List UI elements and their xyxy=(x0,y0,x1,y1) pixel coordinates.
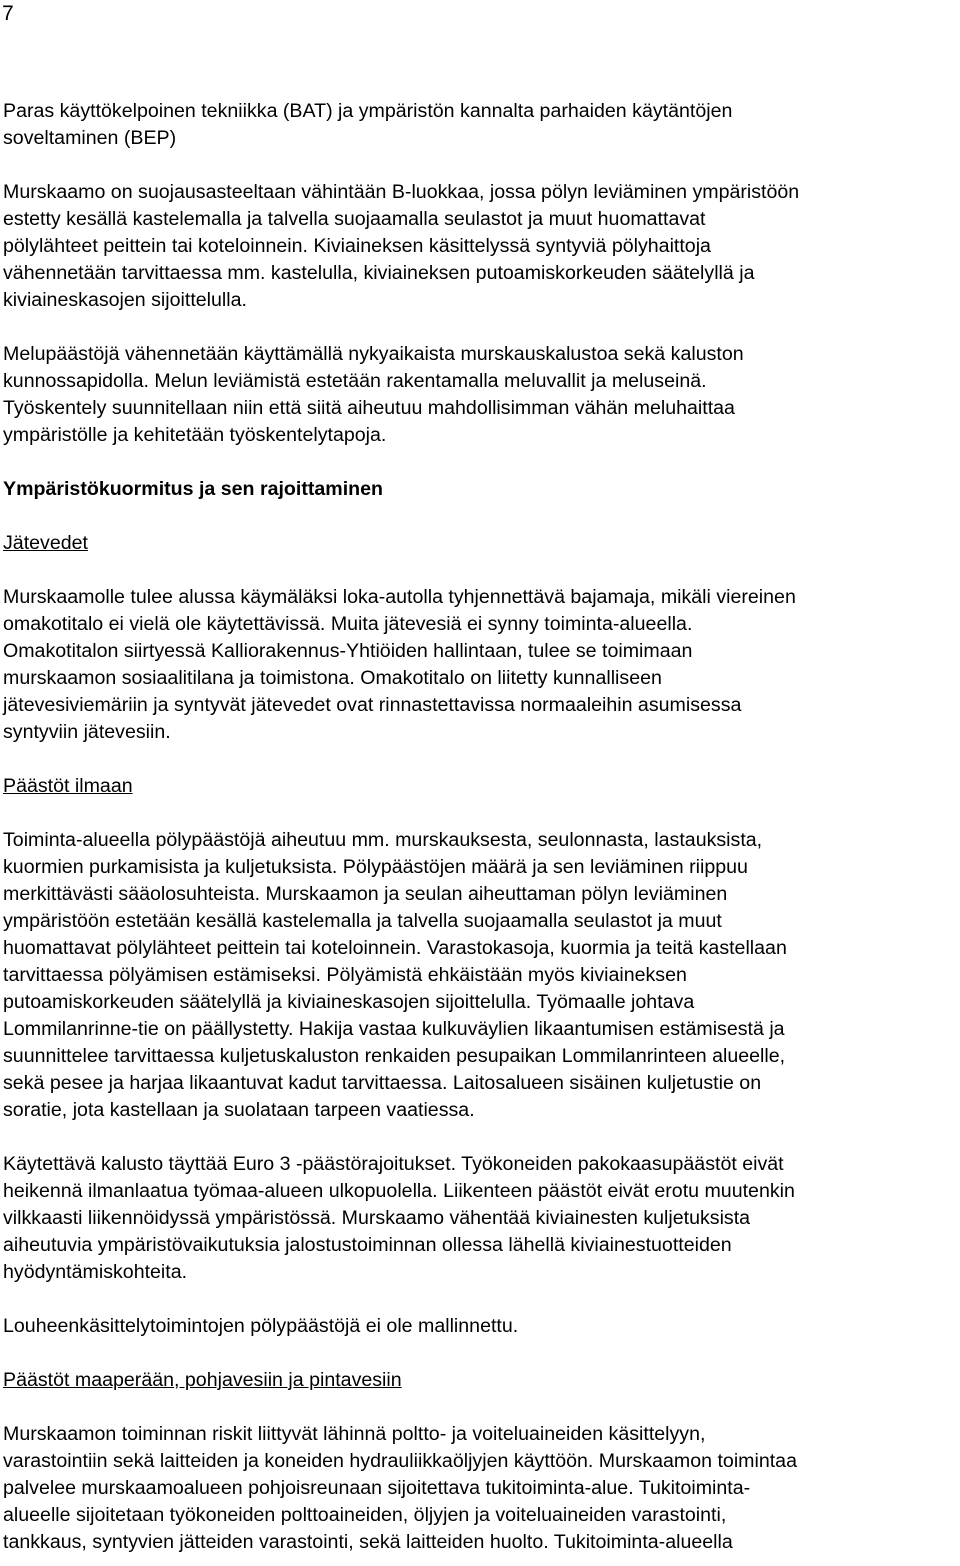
section-heading-environmental-load: Ympäristökuormitus ja sen rajoittaminen xyxy=(3,478,383,500)
page-number: 7 xyxy=(2,2,14,25)
paragraph-wastewater: Murskaamolle tulee alussa käymäläksi loka-autolla tyhjennettävä bajamaja, mikäli viereinen omakotitalo ei vielä ole käytettävissä. Muita jätevesiä ei synny toiminta-alueella. Omakotitalon siirtyessä Kalliorakennus-Yhtiöiden hallintaan, tulee se toimimaan murskaamon sosiaalitilana ja toimistona. Omakotitalo on liitetty kunnalliseen jätevesiviemäriin ja syntyvät jätevedet ovat rinnastettavissa normaaleihin asumisessa syntyviin jätevesiin. xyxy=(3,586,796,743)
paragraph-noise-reduction: Melupäästöjä vähennetään käyttämällä nykyaikaista murskauskalustoa sekä kaluston kunnossapidolla. Melun leviämistä estetään rakentamalla meluvallit ja meluseinä. Työskentely suunnitellaan niin että siitä aiheutuu mahdollisimman vähän meluhaittaa ympäristölle ja kehitetään työskentelytapoja. xyxy=(3,343,744,446)
subheading-wastewater: Jätevedet xyxy=(3,532,88,554)
paragraph-dust-modelling: Louheenkäsittelytoimintojen pölypäästöjä ei ole mallinnettu. xyxy=(3,1315,519,1337)
document-body xyxy=(3,98,958,1556)
paragraph-soil-risks: Murskaamon toiminnan riskit liittyvät lähinnä poltto- ja voiteluaineiden käsittelyyn, varastointiin sekä laitteiden ja koneiden hydrauliikkaöljyjen käyttöön. Murskaamon toimintaa palvelee murskaamoalueen pohjoisreunaan sijoitettava tukitoiminta-alue. Tukitoiminta- alueelle sijoitetaan työkoneiden polttoaineiden, öljyjen ja voiteluaineiden varastointi, tankkaus, syntyvien jätteiden varastointi, sekä laitteiden huolto. Tukitoiminta-alueella xyxy=(3,1423,797,1553)
subheading-soil-water-emissions: Päästöt maaperään, pohjavesiin ja pintavesiin xyxy=(3,1369,402,1391)
subheading-air-emissions: Päästöt ilmaan xyxy=(3,775,133,797)
paragraph-dust-emissions: Toiminta-alueella pölypäästöjä aiheutuu mm. murskauksesta, seulonnasta, lastauksista, kuormien purkamisista ja kuljetuksista. Pölypäästöjen määrä ja sen leviäminen riippuu merkittävästi sääolosuhteista. Murskaamon ja seulan aiheuttaman pölyn leviäminen ympäristöön estetään kesällä kastelemalla ja talvella suojaamalla seulastot ja muut huomattavat pölylähteet peittein tai koteloinnein. Varastokasoja, kuormia ja teitä kastellaan tarvittaessa pölyämisen estämiseksi. Pölyämistä ehkäistään myös kiviaineksen putoamiskorkeuden säätelyllä ja kiviaineskasojen sijoittelulla. Työmaalle johtava Lommilanrinne-tie on päällystetty. Hakija vastaa kulkuväylien likaantumisen estämisestä ja suunnittelee tarvittaessa kuljetuskaluston renkaiden pesupaikan Lommilanrinteen alueelle, sekä pesee ja harjaa likaantuvat kadut tarvittaessa. Laitosalueen sisäinen kuljetustie on soratie, jota kastellaan ja suolataan tarpeen vaatiessa. xyxy=(3,829,787,1121)
paragraph-dust-protection: Murskaamo on suojausasteeltaan vähintään B-luokkaa, jossa pölyn leviäminen ympäristöön estetty kesällä kastelemalla ja talvella suojaamalla seulastot ja muut huomattavat pölylähteet peittein tai koteloinnein. Kiviaineksen käsittelyssä syntyviä pölyhaittoja vähennetään tarvittaessa mm. kastelulla, kiviaineksen putoamiskorkeuden säätelyllä ja kiviaineskasojen sijoittelulla. xyxy=(3,181,800,311)
paragraph-equipment-emissions: Käytettävä kalusto täyttää Euro 3 -päästörajoitukset. Työkoneiden pakokaasupäästöt eivät heikennä ilmanlaatua työmaa-alueen ulkopuolella. Liikenteen päästöt eivät erotu muutenkin vilkkaasti liikennöidyssä ympäristössä. Murskaamo vähentää kiviainesten kuljetuksista aiheutuvia ympäristövaikutuksia jalostustoiminnan ollessa lähellä kiviainestuotteiden hyödyntämiskohteita. xyxy=(3,1153,795,1283)
section-heading-bat-bep: Paras käyttökelpoinen tekniikka (BAT) ja ympäristön kannalta parhaiden käytäntöjen soveltaminen (BEP) xyxy=(3,100,733,149)
